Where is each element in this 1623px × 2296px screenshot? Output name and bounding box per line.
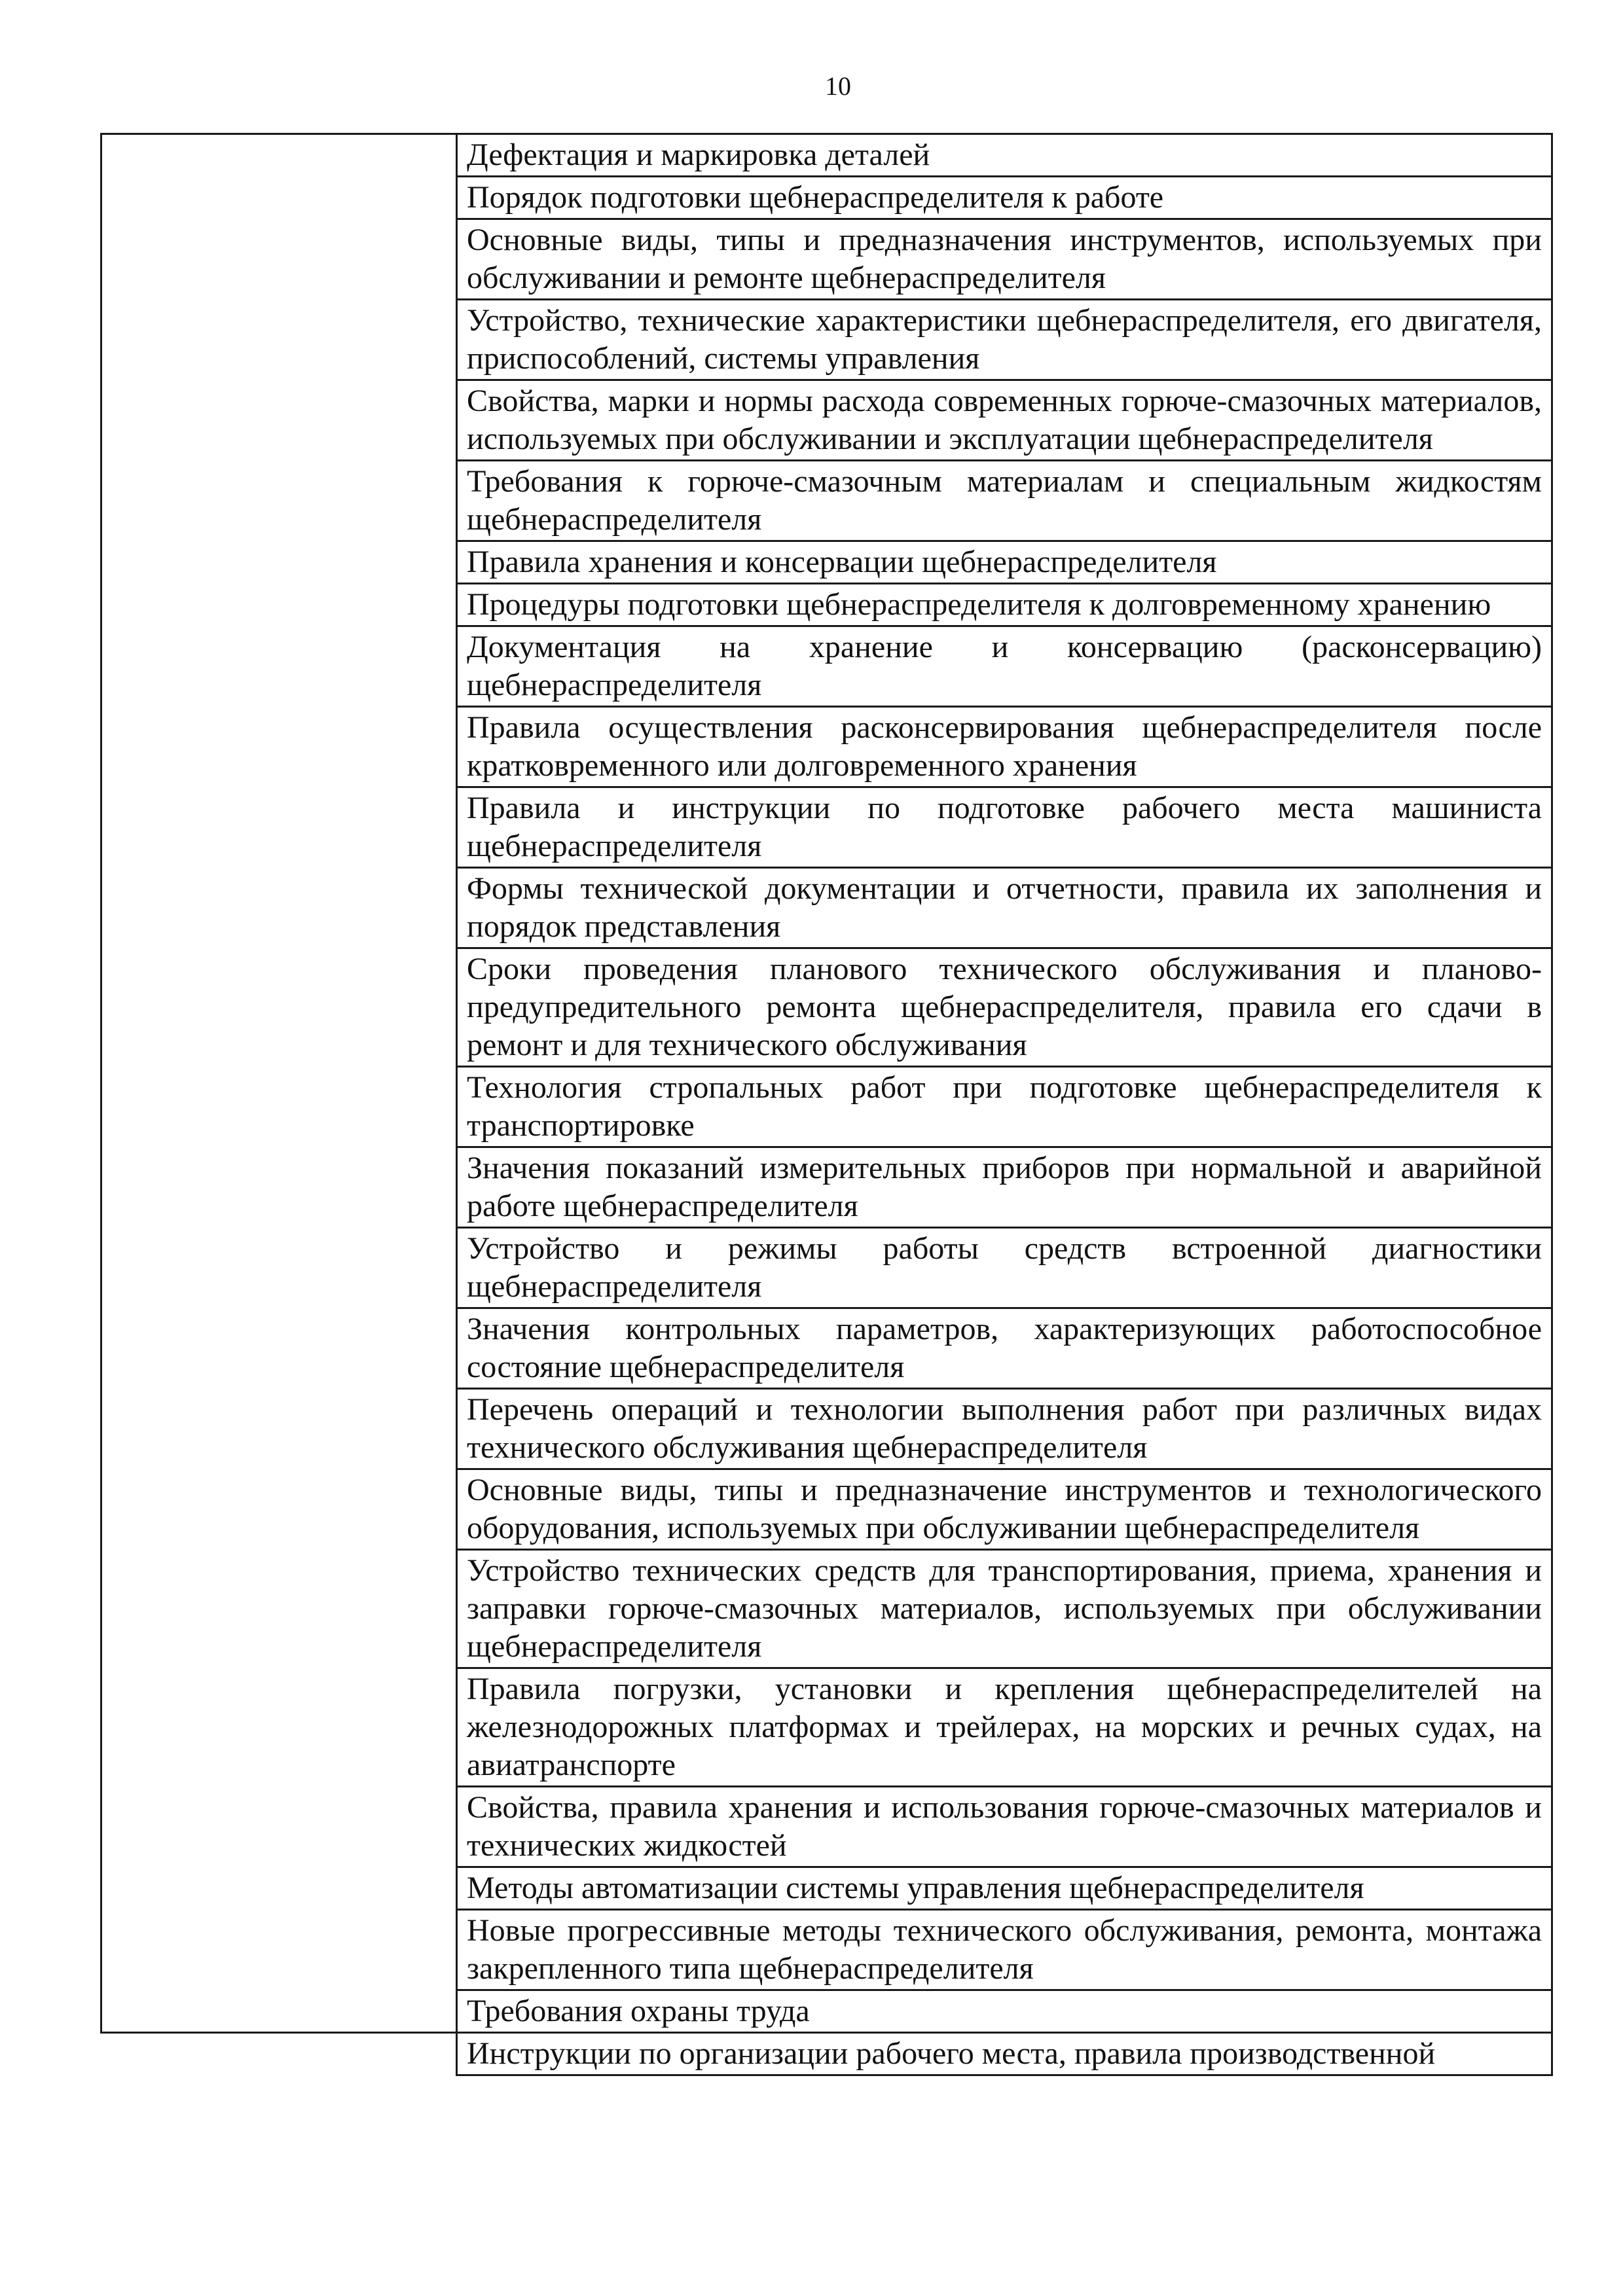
- table-cell: Правила погрузки, установки и крепления щебнераспределителей на железнодорожных платформах и трейлерах, на морских и речных судах, на авиатранспорте: [457, 1668, 1552, 1787]
- table-cell: Новые прогрессивные методы технического обслуживания, ремонта, монтажа закрепленного типа щебнераспределителя: [457, 1910, 1552, 1990]
- table-cell: Устройство и режимы работы средств встроенной диагностики щебнераспределителя: [457, 1228, 1552, 1308]
- table-cell: Технология стропальных работ при подготовке щебнераспределителя к транспортировке: [457, 1067, 1552, 1147]
- table-cell: Значения показаний измерительных приборов при нормальной и аварийной работе щебнераспределителя: [457, 1147, 1552, 1228]
- table-row: [101, 134, 1552, 177]
- left-column-spacer: [101, 2033, 457, 2075]
- table-cell: Устройство, технические характеристики щебнераспределителя, его двигателя, приспособлений, системы управления: [457, 300, 1552, 380]
- table-cell: Методы автоматизации системы управления щебнераспределителя: [457, 1867, 1552, 1910]
- table-cell: Перечень операций и технологии выполнения работ при различных видах технического обслуживания щебнераспределителя: [457, 1389, 1552, 1469]
- table-cell: Требования к горюче-смазочным материалам и специальным жидкостям щебнераспределителя: [457, 461, 1552, 541]
- table-cell: Значения контрольных параметров, характеризующих работоспособное состояние щебнераспределителя: [457, 1308, 1552, 1389]
- table-row: [101, 2033, 1552, 2075]
- table-cell: Правила осуществления расконсервирования щебнераспределителя после кратковременного или долговременного хранения: [457, 707, 1552, 787]
- left-column-cell: [101, 134, 457, 2033]
- table-cell: Основные виды, типы и предназначение инструментов и технологического оборудования, используемых при обслуживании щебнераспределителя: [457, 1469, 1552, 1550]
- table-cell: Свойства, правила хранения и использования горюче-смазочных материалов и технических жидкостей: [457, 1787, 1552, 1867]
- table-cell: Правила и инструкции по подготовке рабочего места машиниста щебнераспределителя: [457, 787, 1552, 868]
- table-cell: Правила хранения и консервации щебнераспределителя: [457, 541, 1552, 584]
- table-cell: Процедуры подготовки щебнераспределителя к долговременному хранению: [457, 584, 1552, 626]
- table-cell: Дефектация и маркировка деталей: [457, 134, 1552, 177]
- table-cell: Формы технической документации и отчетности, правила их заполнения и порядок представления: [457, 868, 1552, 948]
- table-cell: Документация на хранение и консервацию (расконсервацию) щебнераспределителя: [457, 626, 1552, 707]
- page-number: 10: [825, 71, 851, 101]
- requirements-table: [100, 133, 1553, 2076]
- table-cell: Порядок подготовки щебнераспределителя к работе: [457, 177, 1552, 219]
- table-cell: Основные виды, типы и предназначения инструментов, используемых при обслуживании и ремонте щебнераспределителя: [457, 219, 1552, 300]
- table-cell: Сроки проведения планового технического обслуживания и планово-предупредительного ремонта щебнераспределителя, правила его сдачи в ремонт и для технического обслуживания: [457, 948, 1552, 1067]
- table-cell: Свойства, марки и нормы расхода современных горюче-смазочных материалов, используемых при обслуживании и эксплуатации щебнераспределителя: [457, 380, 1552, 461]
- table-cell: Инструкции по организации рабочего места, правила производственной: [457, 2033, 1552, 2075]
- table-cell: Устройство технических средств для транспортирования, приема, хранения и заправки горюче-смазочных материалов, используемых при обслуживании щебнераспределителя: [457, 1550, 1552, 1668]
- table-cell: Требования охраны труда: [457, 1990, 1552, 2033]
